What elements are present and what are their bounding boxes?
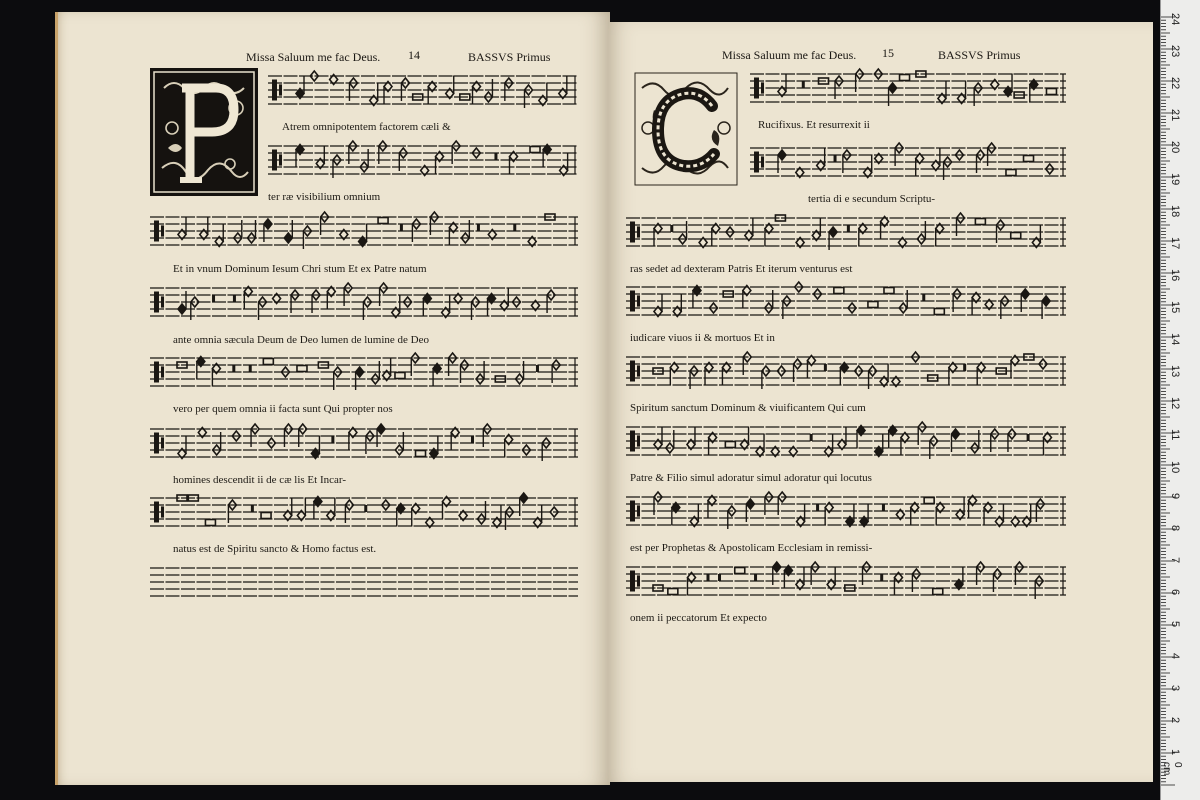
- left-part-name: BASSVS Primus: [468, 50, 551, 64]
- note: [735, 568, 745, 574]
- note: [754, 574, 757, 581]
- note: [864, 155, 872, 178]
- note: [244, 287, 252, 310]
- right-lyric-line-7: est per Prophetas & Apostolicam Ecclesiam in remissi-: [630, 542, 873, 554]
- note: [840, 363, 848, 386]
- note: [212, 295, 215, 302]
- note: [1046, 89, 1056, 95]
- left-lyric-line-2: ter ræ visibilium omnium: [268, 191, 381, 203]
- left-lyric-line-3: Et in vnum Dominum Iesum Chri stum Et ex Patre natum: [173, 263, 427, 275]
- note: [513, 224, 516, 231]
- ruler-number: 10: [1169, 461, 1181, 474]
- note: [400, 224, 403, 231]
- note: [494, 153, 497, 160]
- note: [922, 294, 925, 301]
- staff: [268, 71, 578, 108]
- note: [1011, 356, 1019, 379]
- note: [539, 83, 547, 106]
- note: [708, 496, 716, 519]
- right-page-number: 15: [882, 46, 894, 60]
- note: [824, 364, 827, 371]
- staff: [150, 568, 578, 596]
- ruler-number: 24: [1169, 13, 1181, 26]
- note: [816, 504, 819, 511]
- note: [722, 363, 730, 386]
- note: [743, 286, 751, 309]
- note: [718, 574, 721, 581]
- note: [559, 76, 567, 99]
- note: [963, 364, 966, 371]
- left-lyric-line-7: natus est de Spiritu sancto & Homo factus est.: [173, 543, 377, 555]
- ruler-number: 3: [1169, 685, 1181, 692]
- note: [1043, 433, 1051, 456]
- note: [900, 75, 910, 81]
- note: [857, 426, 865, 449]
- note: [847, 225, 850, 232]
- ruler-number: 9: [1169, 493, 1181, 500]
- note: [817, 148, 825, 171]
- note: [205, 520, 215, 526]
- note: [212, 364, 220, 387]
- note: [668, 589, 678, 595]
- ruler-number: 12: [1169, 397, 1181, 410]
- staff: [626, 562, 1066, 599]
- note: [812, 218, 820, 241]
- note: [984, 503, 992, 526]
- note: [392, 295, 400, 318]
- ruler-number: 2: [1169, 717, 1181, 724]
- staff: [626, 213, 1066, 250]
- staff: [626, 282, 1066, 319]
- note: [969, 496, 977, 519]
- note: [834, 155, 837, 162]
- note: [741, 427, 749, 450]
- note: [178, 217, 186, 240]
- note: [534, 505, 542, 528]
- note: [442, 497, 450, 520]
- note: [977, 363, 985, 386]
- note: [530, 147, 540, 153]
- staff: [150, 212, 578, 249]
- note: [1032, 225, 1040, 248]
- note: [473, 82, 481, 105]
- staff: [750, 143, 1066, 180]
- ruler-number: 6: [1169, 589, 1181, 596]
- staff: [750, 69, 1066, 106]
- note: [827, 567, 835, 590]
- note: [838, 427, 846, 450]
- note: [796, 567, 804, 590]
- note: [296, 145, 304, 168]
- note: [232, 365, 235, 372]
- note: [451, 428, 459, 451]
- note: [560, 153, 568, 176]
- note: [1027, 434, 1030, 441]
- note: [412, 504, 420, 527]
- note: [1023, 504, 1031, 527]
- note: [825, 434, 833, 457]
- note: [263, 359, 273, 365]
- note: [995, 504, 1003, 527]
- left-running-title: Missa Saluum me fac Deus.: [246, 50, 381, 64]
- ruler-number: 17: [1169, 237, 1181, 250]
- note: [690, 504, 698, 527]
- note: [756, 434, 764, 457]
- note: [383, 358, 391, 381]
- right-lyric-line-6: Patre & Filio simul adoratur simul adoratur qui locutus: [630, 472, 872, 484]
- note: [200, 217, 208, 240]
- note: [297, 498, 305, 521]
- note: [670, 225, 673, 232]
- note: [215, 224, 223, 247]
- note: [802, 81, 805, 88]
- left-lyric-line-5: vero per quem omnia ii facta sunt Qui propter nos: [173, 403, 393, 415]
- staff: [150, 353, 578, 390]
- note: [1024, 156, 1034, 162]
- note: [846, 504, 854, 527]
- note: [1006, 170, 1016, 176]
- note: [311, 436, 319, 459]
- note: [765, 224, 773, 247]
- right-lyric-line-1: Rucifixus. Et resurrexit ii: [758, 119, 870, 131]
- ruler-number: 5: [1169, 621, 1181, 628]
- note: [705, 363, 713, 386]
- ruler-number: 23: [1169, 45, 1181, 58]
- note: [834, 288, 844, 294]
- staff: [626, 492, 1066, 529]
- note: [446, 76, 454, 99]
- ruler-number: 21: [1169, 109, 1181, 122]
- right-lyric-line-5: Spiritum sanctum Dominum & viuificantem Qui cum: [630, 402, 866, 414]
- note: [807, 356, 815, 379]
- note: [911, 503, 919, 526]
- staff: [626, 352, 1066, 389]
- ruler-number: 18: [1169, 205, 1181, 218]
- note: [784, 566, 792, 589]
- note: [233, 295, 236, 302]
- note: [349, 428, 357, 451]
- note: [958, 81, 966, 104]
- note: [868, 302, 878, 308]
- note: [673, 294, 681, 317]
- note: [378, 218, 388, 224]
- note: [488, 294, 496, 317]
- ruler-number: 8: [1169, 525, 1181, 532]
- note: [654, 427, 662, 450]
- note: [477, 224, 480, 231]
- note: [949, 363, 957, 386]
- ruler-number: 19: [1169, 173, 1181, 186]
- note: [493, 505, 501, 528]
- ruler-number: 11: [1169, 429, 1181, 441]
- note: [327, 498, 335, 521]
- note: [956, 497, 964, 520]
- note: [881, 217, 889, 240]
- note: [327, 287, 335, 310]
- note: [430, 436, 438, 459]
- note: [709, 433, 717, 456]
- note: [901, 433, 909, 456]
- note: [972, 293, 980, 316]
- note: [778, 74, 786, 97]
- ruler-number: 15: [1169, 301, 1181, 314]
- staff: [150, 283, 578, 320]
- right-lyric-line-2: tertia di e secundum Scriptu-: [808, 193, 936, 205]
- note: [654, 224, 662, 247]
- note: [880, 574, 883, 581]
- note: [882, 504, 885, 511]
- ruler-number: 4: [1169, 653, 1181, 660]
- note: [536, 365, 539, 372]
- note: [670, 363, 678, 386]
- note: [745, 218, 753, 241]
- note: [197, 357, 205, 380]
- ruler-unit-label: 0 cm: [1161, 762, 1183, 776]
- left-page: [55, 12, 610, 785]
- note: [687, 573, 695, 596]
- note: [933, 589, 943, 595]
- note: [693, 286, 701, 309]
- right-lyric-line-8: onem ii peccatorum Et expecto: [630, 612, 767, 624]
- note: [249, 365, 252, 372]
- note: [416, 451, 426, 457]
- note: [251, 505, 254, 512]
- left-music-staves: [58, 12, 610, 785]
- note: [423, 294, 431, 317]
- note: [706, 574, 709, 581]
- note: [938, 81, 946, 104]
- note: [1011, 233, 1021, 239]
- note: [975, 219, 985, 225]
- note: [654, 294, 662, 317]
- note: [436, 152, 444, 175]
- measuring-ruler: [1160, 0, 1200, 800]
- ruler-number: 22: [1169, 77, 1181, 90]
- note: [1030, 80, 1038, 103]
- note: [687, 427, 695, 450]
- left-lyric-line-1: Atrem omnipotentem factorem cæli &: [282, 121, 451, 133]
- note: [860, 504, 868, 527]
- right-page: [608, 22, 1153, 782]
- left-lyric-line-4: ante omnia sæcula Deum de Deo lumen de lumine de Deo: [173, 334, 429, 346]
- note: [543, 145, 551, 168]
- note: [359, 224, 367, 247]
- note: [505, 435, 513, 458]
- note: [442, 295, 450, 318]
- note: [880, 364, 888, 387]
- note: [810, 434, 813, 441]
- right-running-title: Missa Saluum me fac Deus.: [722, 48, 857, 62]
- note: [395, 373, 405, 379]
- note: [178, 436, 186, 459]
- note: [875, 434, 883, 457]
- note: [428, 82, 436, 105]
- note: [284, 498, 292, 521]
- note: [672, 503, 680, 526]
- note: [934, 309, 944, 315]
- right-lyric-line-3: ras sedet ad dexteram Patris Et iterum venturus est: [630, 263, 853, 275]
- note: [500, 288, 508, 311]
- note: [924, 498, 934, 504]
- ruler-number: 1: [1169, 749, 1181, 756]
- ruler-number: 13: [1169, 365, 1181, 378]
- note: [725, 442, 735, 448]
- note: [331, 436, 334, 443]
- note: [297, 366, 307, 372]
- note: [364, 505, 367, 512]
- ruler-number: 16: [1169, 269, 1181, 282]
- right-music-staves: [608, 22, 1153, 782]
- right-part-name: BASSVS Primus: [938, 48, 1021, 62]
- note: [916, 154, 924, 177]
- left-lyric-line-6: homines descendit ii de cæ lis Et Incar-: [173, 474, 346, 486]
- note: [859, 224, 867, 247]
- note: [936, 503, 944, 526]
- left-page-number: 14: [408, 48, 420, 62]
- ruler-number: 20: [1169, 141, 1181, 154]
- ruler-number: 14: [1169, 333, 1181, 346]
- staff: [150, 493, 578, 530]
- note: [384, 82, 392, 105]
- staff: [150, 424, 578, 461]
- staff: [626, 422, 1066, 459]
- note: [370, 83, 378, 106]
- note: [296, 76, 304, 99]
- note: [449, 223, 457, 246]
- note: [397, 504, 405, 527]
- note: [894, 573, 902, 596]
- note: [884, 288, 894, 294]
- staff: [268, 141, 578, 178]
- note: [314, 497, 322, 520]
- note: [936, 224, 944, 247]
- note: [889, 426, 897, 449]
- right-lyric-line-4: iudicare viuos ii & mortuos Et in: [630, 332, 775, 344]
- note: [932, 148, 940, 171]
- note: [797, 504, 805, 527]
- note: [825, 503, 833, 526]
- note: [261, 513, 271, 519]
- note: [471, 436, 474, 443]
- ruler-number: 7: [1169, 557, 1181, 564]
- note: [433, 364, 441, 387]
- note: [955, 567, 963, 590]
- note: [1004, 74, 1012, 97]
- note: [712, 224, 720, 247]
- note: [509, 152, 517, 175]
- note: [316, 146, 324, 169]
